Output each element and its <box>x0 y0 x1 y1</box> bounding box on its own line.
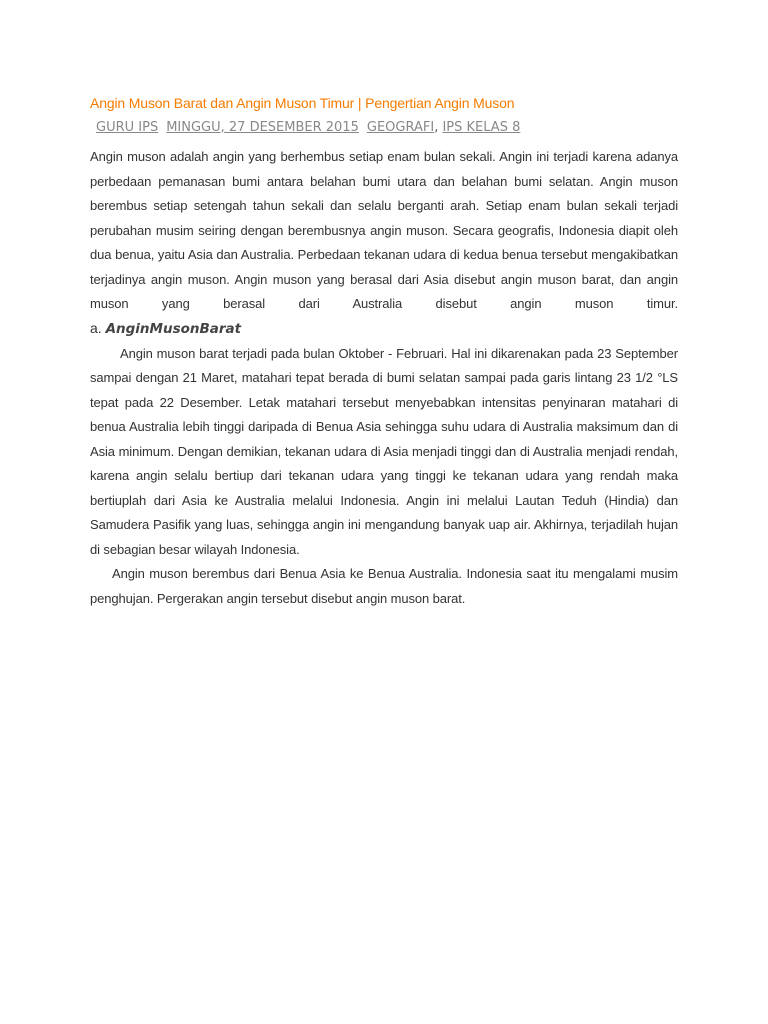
author-link[interactable]: GURU IPS <box>96 120 159 135</box>
category-link-ips-kelas-8[interactable]: IPS KELAS 8 <box>442 120 521 135</box>
section-heading <box>90 317 678 340</box>
date-link[interactable]: MINGGU, 27 DESEMBER 2015 <box>166 120 359 135</box>
section-title: AnginMusonBarat <box>105 320 242 337</box>
category-separator: , <box>434 120 439 135</box>
section-prefix: a. <box>90 319 102 336</box>
intro-paragraph: Angin muson adalah angin yang berhembus setiap enam bulan sekali. Angin ini terjadi karena adanya perbedaan pemanasan bumi antara belahan bumi utara dan belahan bumi selatan. Angin muson berembus setiap setengah tahun sekali dan selalu berganti arah. Setiap enam bulan sekali terjadi perubahan musim seiring dengan berembusnya angin muson. Secara geografis, Indonesia diapit oleh dua benua, yaitu Asia dan Australia. Perbedaan tekanan udara di kedua benua tersebut mengakibatkan terjadinya angin muson. Angin muson yang berasal dari Asia disebut angin muson barat, dan angin muson yang berasal dari Australia disebut angin muson timur. <box>90 149 678 311</box>
section-paragraph-2: Angin muson berembus dari Benua Asia ke Benua Australia. Indonesia saat itu mengalami musim penghujan. Pergerakan angin tersebut disebut angin muson barat. <box>90 566 678 606</box>
article <box>90 93 678 611</box>
post-meta <box>96 119 678 137</box>
section-paragraph-1: Angin muson barat terjadi pada bulan Oktober - Februari. Hal ini dikarenakan pada 23 September sampai dengan 21 Maret, matahari tepat berada di bumi selatan sampai pada garis lintang 23 1/2 °LS tepat pada 22 Desember. Letak matahari tersebut menyebabkan intensitas penyinaran matahari di benua Australia lebih tinggi daripada di Benua Asia sehingga suhu udara di Australia maksimum dan di Asia minimum. Dengan demikian, tekanan udara di Asia menjadi tinggi dan di Australia menjadi rendah, karena angin selalu bertiup dari tekanan udara yang tinggi ke tekanan udara yang rendah maka bertiuplah dari Asia ke Australia melalui Indonesia. Angin ini melalui Lautan Teduh (Hindia) dan Samudera Pasifik yang luas, sehingga angin ini mengandung banyak uap air. Akhirnya, terjadilah hujan di sebagian besar wilayah Indonesia. <box>90 345 678 557</box>
article-title: Angin Muson Barat dan Angin Muson Timur | Pengertian Angin Muson <box>90 95 515 111</box>
category-link-geografi[interactable]: GEOGRAFI <box>366 120 435 135</box>
